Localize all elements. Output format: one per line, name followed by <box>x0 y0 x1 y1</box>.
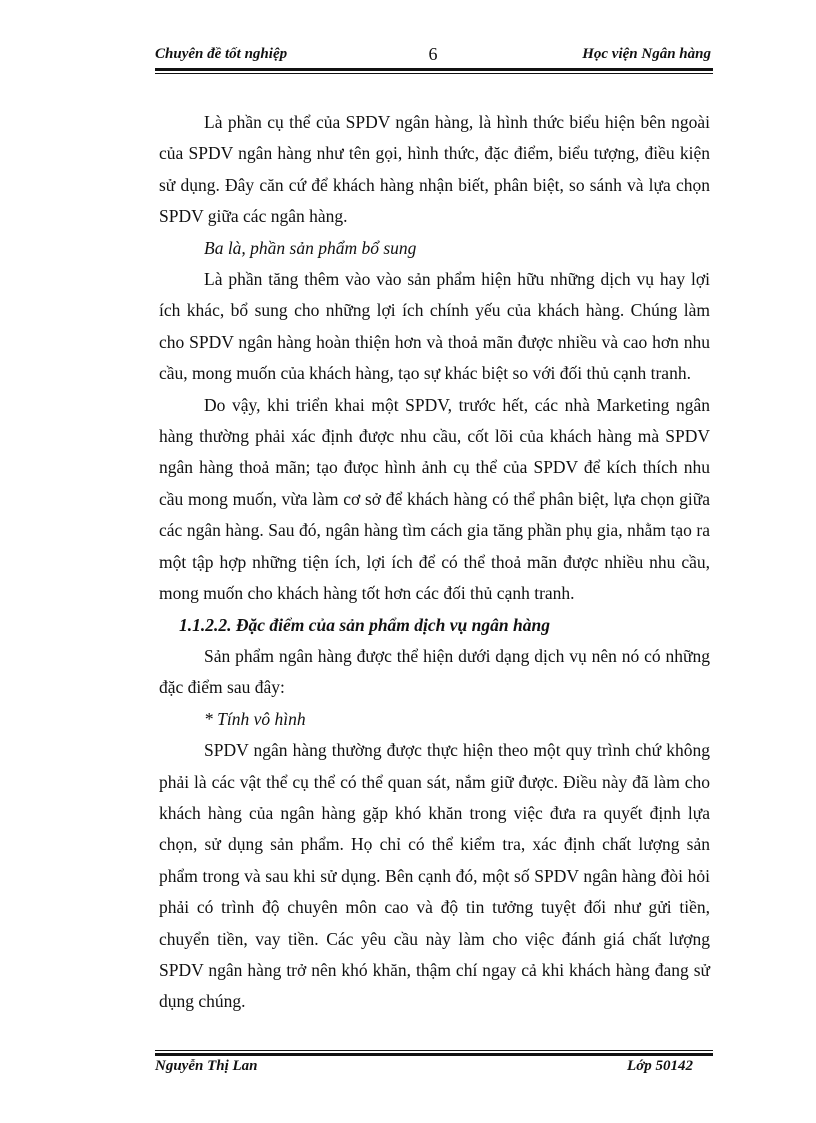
page-body <box>159 107 710 1018</box>
paragraph-1: Là phần cụ thể của SPDV ngân hàng, là hình thức biểu hiện bên ngoài của SPDV ngân hàng như tên gọi, hình thức, đặc điểm, biểu tượng, điều kiện sử dụng. Đây căn cứ để khách hàng nhận biết, phân biệt, so sánh và lựa chọn SPDV giữa các ngân hàng. <box>159 112 710 227</box>
header-rule-thick <box>155 68 713 71</box>
footer-author: Nguyễn Thị Lan <box>155 1058 258 1074</box>
header-institution: Học viện Ngân hàng <box>582 46 711 62</box>
footer-rule-thin <box>155 1050 713 1051</box>
paragraph-5: Sản phẩm ngân hàng được thể hiện dưới dạng dịch vụ nên nó có những đặc điểm sau đây: <box>159 645 710 698</box>
page-number: 6 <box>428 44 438 64</box>
page-footer <box>155 1058 711 1078</box>
paragraph-7: SPDV ngân hàng thường được thực hiện theo một quy trình chứ không phải là các vật thể cụ thể có thể quan sát, nắm giữ được. Điều này đã làm cho khách hàng của ngân hàng gặp khó khăn trong việc đưa ra quyết định lựa chọn, sử dụng sản phẩm. Họ chỉ có thể kiểm tra, xác định chất lượng sản phẩm trong và sau khi sử dụng. Bên cạnh đó, một số SPDV ngân hàng đòi hỏi phải có trình độ chuyên môn cao và độ tin tưởng tuyệt đối như gửi tiền, chuyển tiền, vay tiền. Các yêu cầu này làm cho việc đánh giá chất lượng SPDV ngân hàng trở nên khó khăn, thậm chí ngay cả khi khách hàng đang sử dụng chúng. <box>159 740 710 1012</box>
footer-rule-thick <box>155 1053 713 1056</box>
footer-class: Lớp 50142 <box>627 1058 693 1074</box>
page-header <box>155 46 711 66</box>
header-rule-thin <box>155 73 713 74</box>
paragraph-4: Do vậy, khi triển khai một SPDV, trước hết, các nhà Marketing ngân hàng thường phải xác định được nhu cầu, cốt lõi của khách hàng mà SPDV ngân hàng thoả mãn; tạo đưọc hình ảnh cụ thể của SPDV để kích thích nhu cầu mong muốn, vừa làm cơ sở để khách hàng có thể phân biệt, lựa chọn giữa các ngân hàng. Sau đó, ngân hàng tìm cách gia tăng phần phụ gia, nhằm tạo ra một tập hợp những tiện ích, lợi ích để có thể thoả mãn được nhiều nhu cầu, mong muốn cho khách hàng tốt hơn các đối thủ cạnh tranh. <box>159 394 710 604</box>
subheading-additional-product: Ba là, phần sản phẩm bổ sung <box>204 237 417 258</box>
paragraph-3: Là phần tăng thêm vào vào sản phẩm hiện hữu những dịch vụ hay lợi ích khác, bổ sung cho những lợi ích chính yếu của khách hàng. Chúng làm cho SPDV ngân hàng hoàn thiện hơn và thoả mãn được nhiều và cao hơn nhu cầu, mong muốn của khách hàng, tạo sự khác biệt so với đối thủ cạnh tranh. <box>159 269 710 384</box>
section-heading: 1.1.2.2. Đặc điểm của sản phẩm dịch vụ ngân hàng <box>179 614 550 635</box>
header-document-title: Chuyên đề tốt nghiệp <box>155 46 288 62</box>
subheading-intangibility: * Tính vô hình <box>204 708 306 729</box>
